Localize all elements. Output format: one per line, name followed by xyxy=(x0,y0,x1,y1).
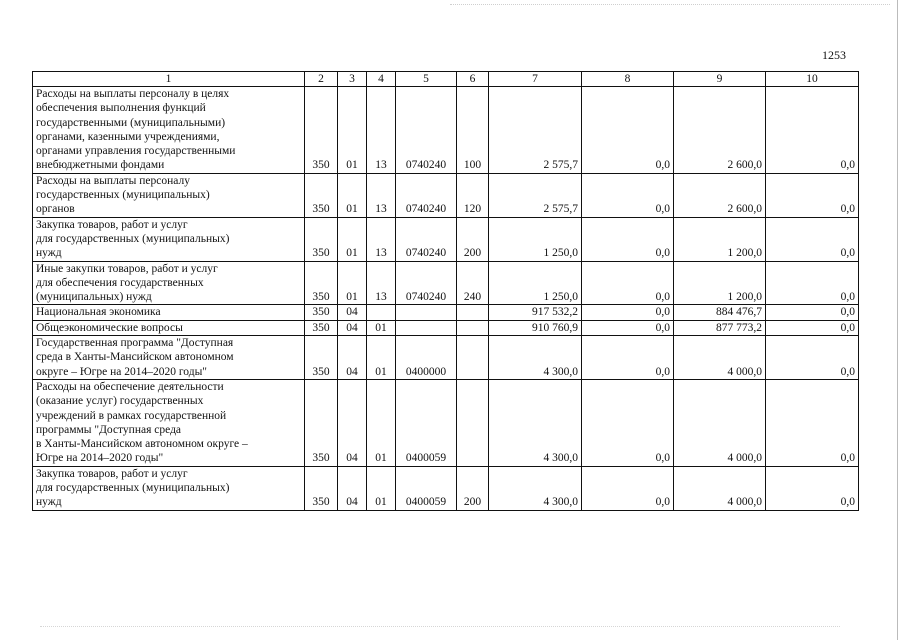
column-header-10: 10 xyxy=(766,72,859,87)
amount-col10: 0,0 xyxy=(766,173,859,217)
amount-col8: 0,0 xyxy=(582,173,674,217)
column-header-4: 4 xyxy=(367,72,396,87)
subsection-code: 01 xyxy=(367,379,396,466)
amount-col9: 4 000,0 xyxy=(674,336,766,380)
row-name: Национальная экономика xyxy=(33,305,305,320)
row-name: Иные закупки товаров, работ и услуг для обеспечения государственных (муниципальных) нужд xyxy=(33,261,305,305)
amount-col10: 0,0 xyxy=(766,217,859,261)
admin-code: 350 xyxy=(305,466,338,510)
table-row xyxy=(33,87,859,174)
expense-type: 200 xyxy=(457,217,489,261)
scan-artifact-bottom xyxy=(40,626,840,628)
amount-col10: 0,0 xyxy=(766,87,859,174)
table-row xyxy=(33,320,859,335)
target-article xyxy=(396,305,457,320)
column-number-row xyxy=(33,72,859,87)
admin-code: 350 xyxy=(305,217,338,261)
amount-col10: 0,0 xyxy=(766,379,859,466)
amount-col10: 0,0 xyxy=(766,466,859,510)
page-edge xyxy=(897,0,898,640)
admin-code: 350 xyxy=(305,173,338,217)
table-row xyxy=(33,173,859,217)
amount-col8: 0,0 xyxy=(582,336,674,380)
row-name: Закупка товаров, работ и услуг для государственных (муниципальных) нужд xyxy=(33,217,305,261)
target-article: 0740240 xyxy=(396,217,457,261)
target-article: 0740240 xyxy=(396,173,457,217)
column-header-3: 3 xyxy=(338,72,367,87)
subsection-code: 01 xyxy=(367,336,396,380)
row-name: Общеэкономические вопросы xyxy=(33,320,305,335)
amount-col8: 0,0 xyxy=(582,261,674,305)
column-header-8: 8 xyxy=(582,72,674,87)
target-article: 0400059 xyxy=(396,379,457,466)
amount-col10: 0,0 xyxy=(766,305,859,320)
column-header-2: 2 xyxy=(305,72,338,87)
row-name: Закупка товаров, работ и услуг для государственных (муниципальных) нужд xyxy=(33,466,305,510)
section-code: 01 xyxy=(338,87,367,174)
column-header-5: 5 xyxy=(396,72,457,87)
amount-col9: 4 000,0 xyxy=(674,466,766,510)
row-name: Расходы на выплаты персоналу государственных (муниципальных) органов xyxy=(33,173,305,217)
section-code: 04 xyxy=(338,379,367,466)
amount-col9: 2 600,0 xyxy=(674,87,766,174)
row-name: Государственная программа "Доступная среда в Ханты-Мансийском автономном округе – Югре на 2014–2020 годы" xyxy=(33,336,305,380)
amount-col10: 0,0 xyxy=(766,336,859,380)
section-code: 04 xyxy=(338,336,367,380)
section-code: 04 xyxy=(338,466,367,510)
amount-col7: 917 532,2 xyxy=(489,305,582,320)
amount-col8: 0,0 xyxy=(582,379,674,466)
amount-col9: 884 476,7 xyxy=(674,305,766,320)
section-code: 04 xyxy=(338,305,367,320)
admin-code: 350 xyxy=(305,305,338,320)
amount-col8: 0,0 xyxy=(582,320,674,335)
admin-code: 350 xyxy=(305,336,338,380)
target-article: 0400059 xyxy=(396,466,457,510)
target-article: 0740240 xyxy=(396,261,457,305)
section-code: 04 xyxy=(338,320,367,335)
table-row xyxy=(33,217,859,261)
column-header-7: 7 xyxy=(489,72,582,87)
column-header-9: 9 xyxy=(674,72,766,87)
amount-col10: 0,0 xyxy=(766,320,859,335)
subsection-code: 13 xyxy=(367,173,396,217)
amount-col9: 877 773,2 xyxy=(674,320,766,335)
amount-col9: 4 000,0 xyxy=(674,379,766,466)
amount-col9: 2 600,0 xyxy=(674,173,766,217)
subsection-code: 13 xyxy=(367,217,396,261)
expense-type: 100 xyxy=(457,87,489,174)
column-header-1: 1 xyxy=(33,72,305,87)
table-row xyxy=(33,379,859,466)
amount-col7: 4 300,0 xyxy=(489,336,582,380)
expense-type: 120 xyxy=(457,173,489,217)
row-name: Расходы на выплаты персоналу в целях обеспечения выполнения функций государственными (муниципальными) органами, казенными учреждениями, органами управления государственными внебюджетными фондами xyxy=(33,87,305,174)
amount-col7: 910 760,9 xyxy=(489,320,582,335)
expense-type: 200 xyxy=(457,466,489,510)
table-row xyxy=(33,336,859,380)
target-article xyxy=(396,320,457,335)
expense-type: 240 xyxy=(457,261,489,305)
expense-type xyxy=(457,379,489,466)
table-row xyxy=(33,261,859,305)
subsection-code xyxy=(367,305,396,320)
amount-col7: 1 250,0 xyxy=(489,217,582,261)
expense-type xyxy=(457,336,489,380)
table-row xyxy=(33,466,859,510)
amount-col8: 0,0 xyxy=(582,217,674,261)
target-article: 0400000 xyxy=(396,336,457,380)
amount-col9: 1 200,0 xyxy=(674,261,766,305)
column-header-6: 6 xyxy=(457,72,489,87)
subsection-code: 01 xyxy=(367,466,396,510)
subsection-code: 01 xyxy=(367,320,396,335)
amount-col8: 0,0 xyxy=(582,87,674,174)
amount-col7: 4 300,0 xyxy=(489,379,582,466)
amount-col7: 2 575,7 xyxy=(489,173,582,217)
target-article: 0740240 xyxy=(396,87,457,174)
amount-col10: 0,0 xyxy=(766,261,859,305)
table-row xyxy=(33,305,859,320)
amount-col9: 1 200,0 xyxy=(674,217,766,261)
amount-col8: 0,0 xyxy=(582,466,674,510)
expense-type xyxy=(457,320,489,335)
amount-col7: 4 300,0 xyxy=(489,466,582,510)
admin-code: 350 xyxy=(305,261,338,305)
section-code: 01 xyxy=(338,261,367,305)
section-code: 01 xyxy=(338,173,367,217)
subsection-code: 13 xyxy=(367,261,396,305)
page-number: 1253 xyxy=(822,48,846,62)
admin-code: 350 xyxy=(305,320,338,335)
section-code: 01 xyxy=(338,217,367,261)
scan-artifact-top xyxy=(450,4,890,6)
budget-table xyxy=(32,71,859,511)
amount-col7: 1 250,0 xyxy=(489,261,582,305)
admin-code: 350 xyxy=(305,87,338,174)
subsection-code: 13 xyxy=(367,87,396,174)
admin-code: 350 xyxy=(305,379,338,466)
amount-col7: 2 575,7 xyxy=(489,87,582,174)
row-name: Расходы на обеспечение деятельности (оказание услуг) государственных учреждений в рамках государственной программы "Доступная среда в Ханты-Мансийском автономном округе – Югре на 2014–2020 годы" xyxy=(33,379,305,466)
table-body xyxy=(33,87,859,511)
expense-type xyxy=(457,305,489,320)
amount-col8: 0,0 xyxy=(582,305,674,320)
